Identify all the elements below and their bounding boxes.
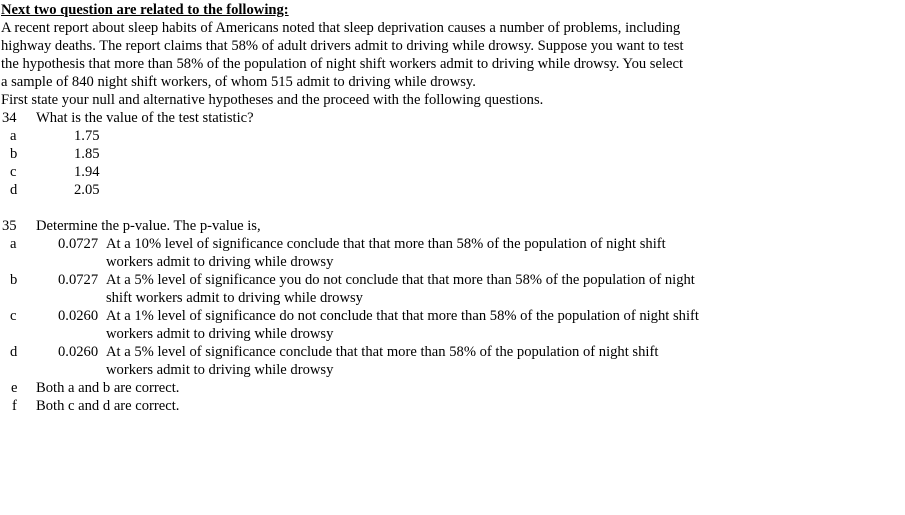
option-letter: b (10, 272, 18, 288)
intro-line: A recent report about sleep habits of Americans noted that sleep deprivation causes a number of problems, including (1, 20, 681, 36)
option-value: 0.0727 (58, 236, 99, 252)
question-text: What is the value of the test statistic? (36, 110, 254, 126)
option-letter: a (10, 128, 17, 144)
section-heading: Next two question are related to the following: (1, 2, 289, 18)
option-letter: e (11, 380, 18, 396)
option-text: At a 5% level of significance conclude that that more than 58% of the population of night shift (106, 344, 659, 360)
intro-line: a sample of 840 night shift workers, of whom 515 admit to driving while drowsy. (1, 74, 476, 90)
option-text: At a 10% level of significance conclude that that more than 58% of the population of night shift (106, 236, 666, 252)
intro-line: the hypothesis that more than 58% of the population of night shift workers admit to driving while drowsy. You select (1, 56, 684, 72)
option-letter: a (10, 236, 17, 252)
option-text: Both c and d are correct. (36, 398, 180, 414)
option-text: At a 1% level of significance do not conclude that that more than 58% of the population of night shift (106, 308, 699, 324)
option-value: 2.05 (74, 182, 100, 198)
option-value: 1.94 (74, 164, 100, 180)
option-value: 1.75 (74, 128, 100, 144)
option-letter: b (10, 146, 18, 162)
option-value: 0.0260 (58, 344, 99, 360)
option-text: shift workers admit to driving while drowsy (106, 290, 363, 306)
question-text: Determine the p-value. The p-value is, (36, 218, 261, 234)
option-value: 0.0260 (58, 308, 99, 324)
option-text: workers admit to driving while drowsy (106, 362, 334, 378)
question-number: 34 (2, 110, 17, 126)
intro-line: First state your null and alternative hypotheses and the proceed with the following questions. (1, 92, 544, 108)
option-text: workers admit to driving while drowsy (106, 326, 334, 342)
option-letter: d (10, 182, 18, 198)
option-letter: d (10, 344, 18, 360)
option-text: Both a and b are correct. (36, 380, 180, 396)
option-letter: f (12, 398, 17, 414)
option-letter: c (10, 164, 17, 180)
intro-line: highway deaths. The report claims that 58% of adult drivers admit to driving while drowsy. Suppose you want to test (1, 38, 684, 54)
option-value: 1.85 (74, 146, 100, 162)
option-letter: c (10, 308, 17, 324)
option-text: workers admit to driving while drowsy (106, 254, 334, 270)
option-value: 0.0727 (58, 272, 99, 288)
question-number: 35 (2, 218, 17, 234)
option-text: At a 5% level of significance you do not conclude that that more than 58% of the population of night (106, 272, 695, 288)
